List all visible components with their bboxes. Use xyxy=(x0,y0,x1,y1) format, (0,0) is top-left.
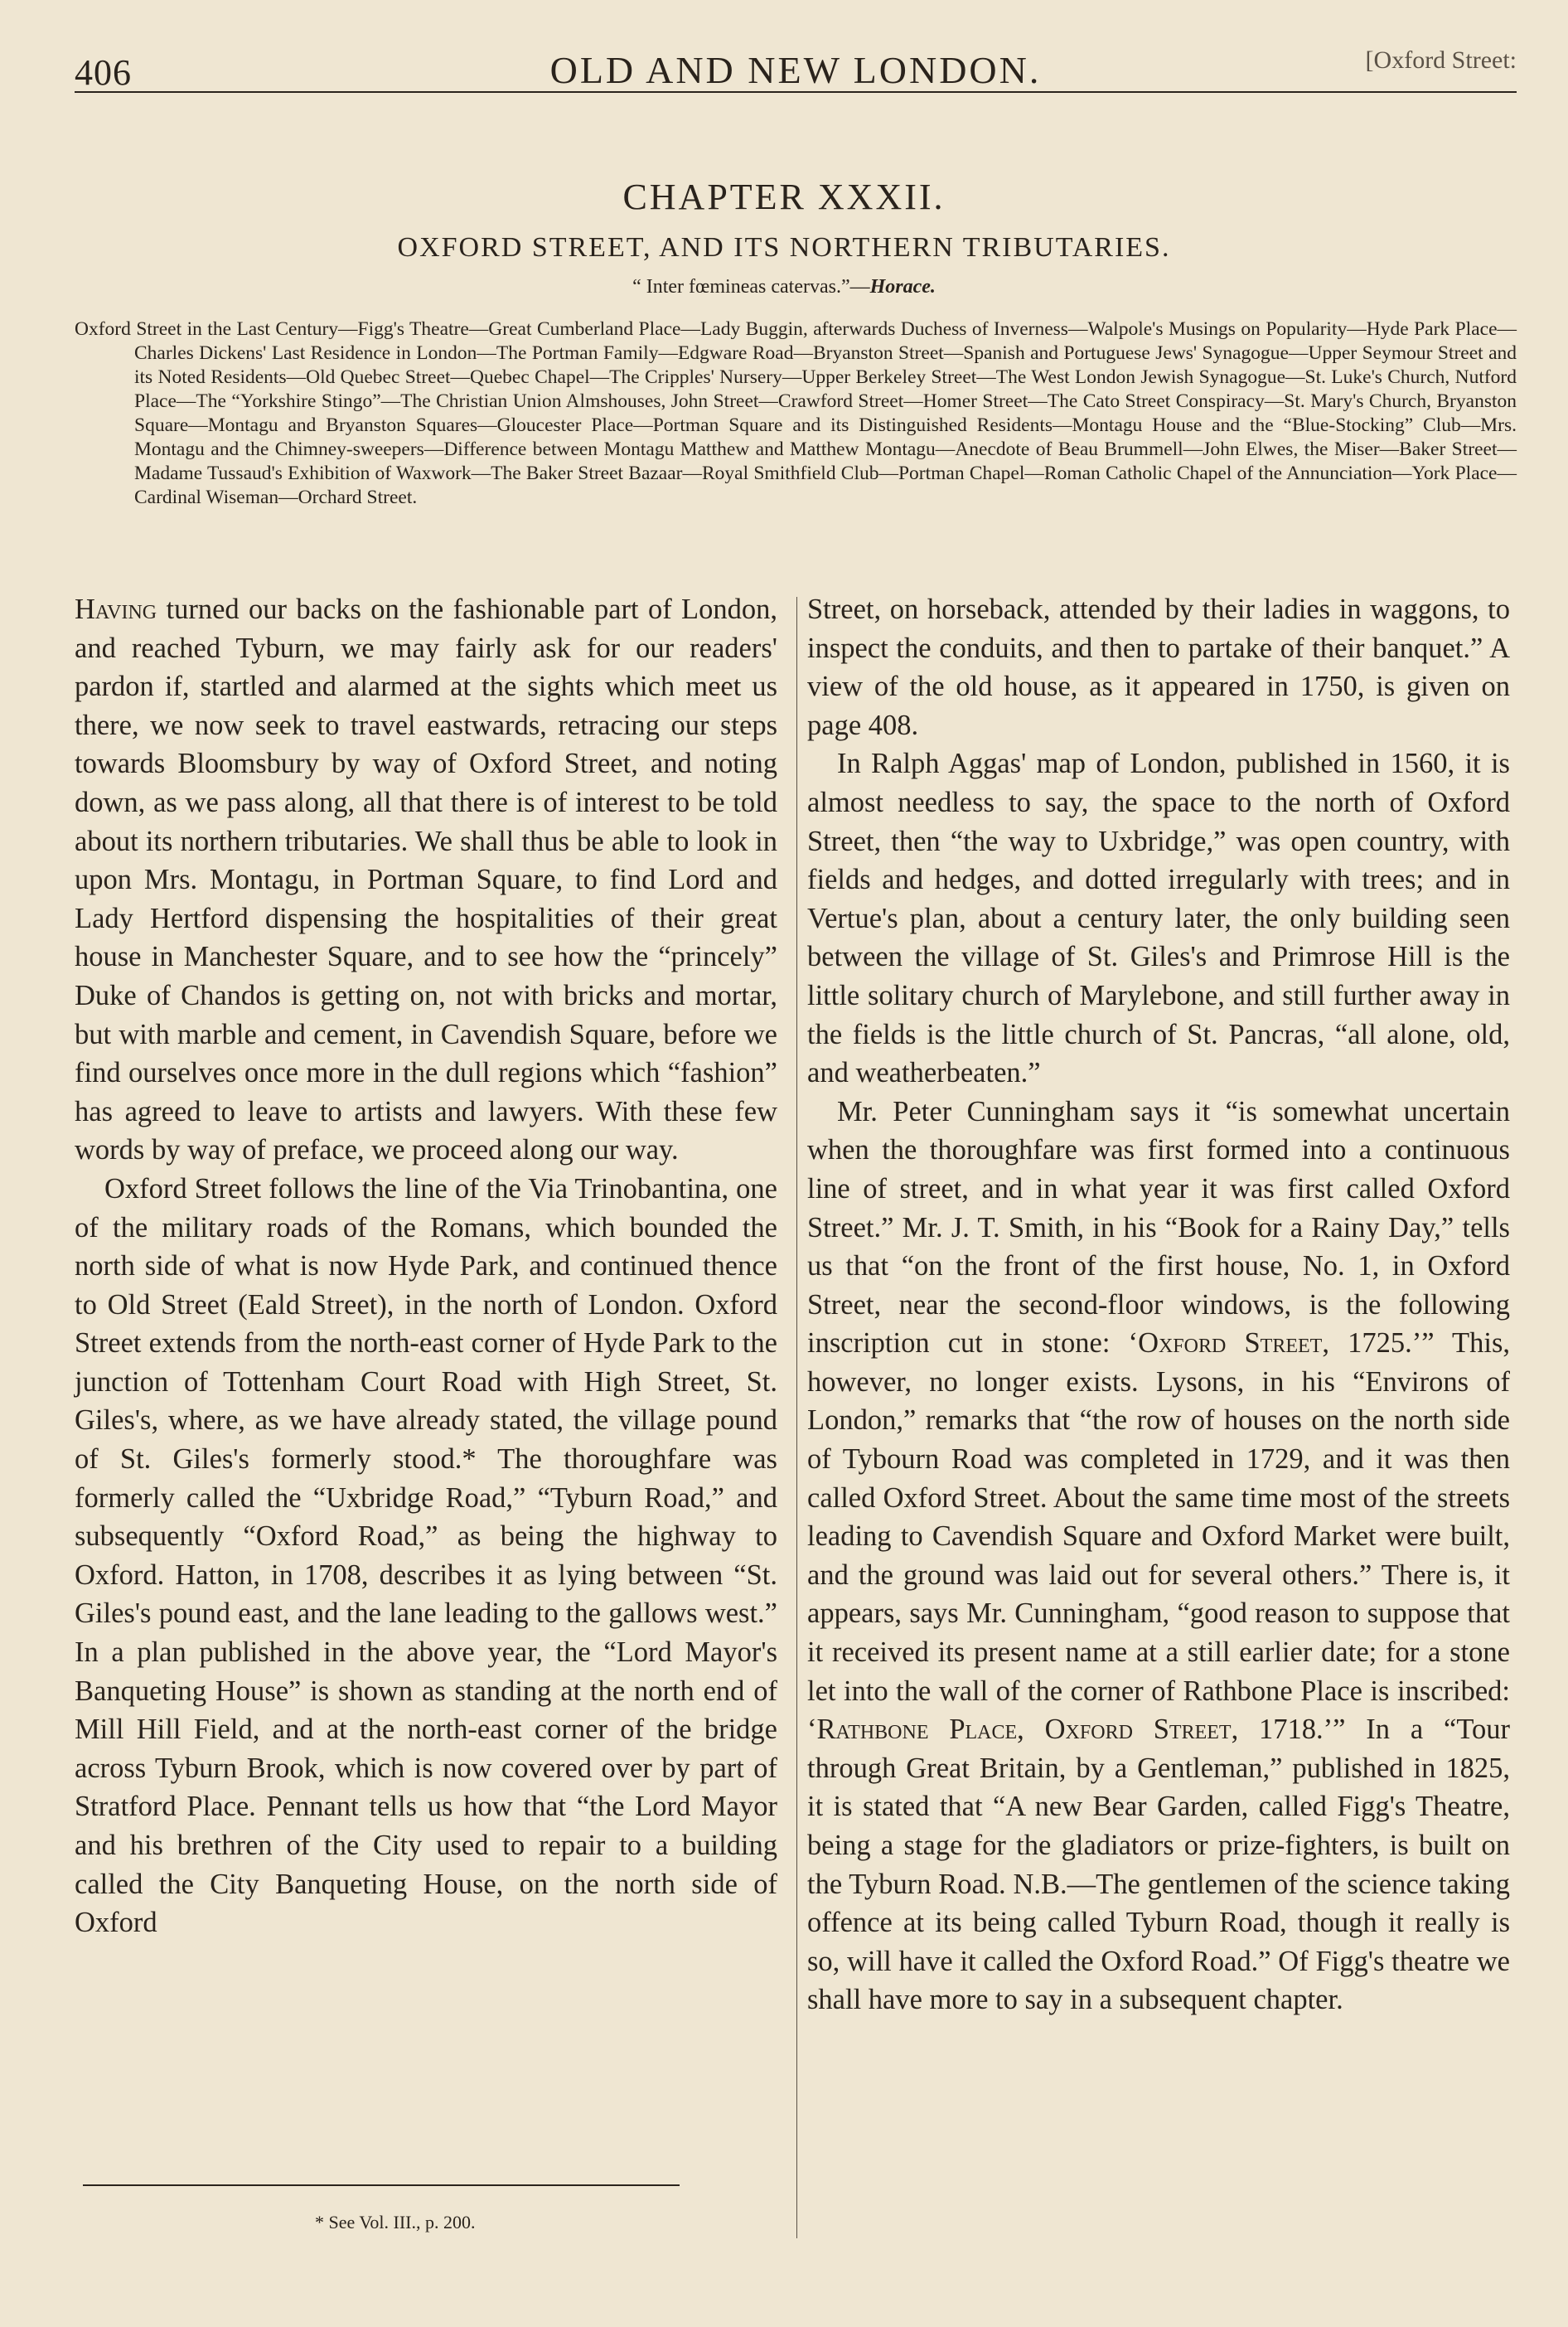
footnote-rule xyxy=(83,2184,680,2186)
paragraph-text: ’” In a “Tour through Great Britain, by a Gentleman,” published in 1825, it is stated that “A new Bear Garden, called Figg's Theatre, being a stage for the gladiators or prize-fighters, is built on the Tyburn Road. N.B.—The gentlemen of the science taking offence at its being called Tyburn Road, though it really is so, will have it called the Oxford Road.” Of Figg's theatre we shall have more to say in a subsequent chapter. xyxy=(807,1714,1510,2016)
epigraph-attribution: Horace. xyxy=(869,276,936,298)
page-header xyxy=(75,43,1517,93)
paragraph-text: turned our backs on the fashionable part of London, and reached Tyburn, we may fairly ask for our readers' pardon if, startled and alarmed at the sights which meet us there, we now seek to travel eastwards, retracing our steps towards Bloomsbury by way of Oxford Street, and noting down, as we pass along, all that there is of interest to be told about its northern tributaries. We shall thus be able to look in upon Mrs. Montagu, in Portman Square, to find Lord and Lady Hertford dispensing the hospitalities of their great house in Manchester Square, and to see how the “princely” Duke of Chandos is getting on, not with bricks and mortar, but with marble and cement, in Cavendish Square, before we find ourselves once more in the dull regions which “fashion” has agreed to leave to artists and lawyers. With these few words by way of preface, we proceed along our way. xyxy=(75,594,777,1166)
chapter-number: CHAPTER XXXII. xyxy=(622,177,946,217)
paragraph xyxy=(75,590,777,1170)
left-column xyxy=(75,590,777,1942)
paragraph-text: ’” This, however, no longer exists. Lysons, in his “Environs of London,” remarks that “the row of houses on the north side of Tybourn Road was completed in 1729, and it was then called Oxford Street. About the same time most of the streets leading to Cavendish Square and Oxford Market were built, and the ground was laid out for several others.” There is, it appears, says Mr. Cunningham, “good reason to suppose that it received its present name at a still earlier date; for a stone let into the wall of the corner of Rathbone Place is inscribed: ‘ xyxy=(807,1327,1511,1746)
epigraph-quote: “ Inter fœmineas catervas.”— xyxy=(632,276,870,298)
paragraph: In Ralph Aggas' map of London, published in 1560, it is almost needless to say, the space to the north of Oxford Street, then “the way to Uxbridge,” was open country, with fields and hedges, and dotted irregularly with trees; and in Vertue's plan, about a century later, the only building seen between the village of St. Giles's and Primrose Hill is the little solitary church of Marylebone, and still further away in the fields is the little church of St. Pancras, “all alone, old, and weatherbeaten.” xyxy=(807,748,1510,1089)
column-divider xyxy=(796,597,797,2238)
paragraph: Oxford Street follows the line of the Via Trinobantina, one of the military roads of the Romans, which bounded the north side of what is now Hyde Park, and continued thence to Old Street (Eald Street), in the north of London. Oxford Street extends from the north-east corner of Hyde Park to the junction of Tottenham Court Road with High Street, St. Giles's, where, as we have already stated, the village pound of St. Giles's formerly stood.* The thoroughfare was formerly called the “Uxbridge Road,” “Tyburn Road,” and subsequently “Oxford Road,” as being the highway to Oxford. Hatton, in 1708, describes it as lying between “St. Giles's pound east, and the lane leading to the gallows west.” In a plan published in the above year, the “Lord Mayor's Banqueting House” is shown as standing at the north end of Mill Hill Field, and at the north-east corner of the bridge across Tyburn Brook, which is now covered over by part of Stratford Place. Pennant tells us how that “the Lord Mayor and his brethren of the City used to repair to a building called the City Banqueting House, on the north side of Oxford xyxy=(75,1172,777,1939)
inscription: Rathbone Place, Oxford Street, 1718. xyxy=(816,1714,1324,1746)
chapter-synopsis: Oxford Street in the Last Century—Figg's Theatre—Great Cumberland Place—Lady Buggin, afterwards Duchess of Inverness—Walpole's Musings on Popularity—Hyde Park Place—Charles Dickens' Last Residence in London—The Portman Family—Edgware Road—Bryanston Street—Spanish and Portuguese Jews' Synagogue—Upper Seymour Street and its Noted Residents—Old Quebec Street—Quebec Chapel—The Cripples' Nursery—Upper Berkeley Street—The West London Jewish Synagogue—St. Luke's Church, Nutford Place—The “Yorkshire Stingo”—The Christian Union Almshouses, John Street—Crawford Street—Homer Street—The Cato Street Conspiracy—St. Mary's Church, Bryanston Square—Montagu and Bryanston Squares—Gloucester Place—Portman Square and its Distinguished Residents—Montagu House and the “Blue-Stocking” Club—Mrs. Montagu and the Chimney-sweepers—Difference between Montagu Matthew and Matthew Montagu—Anecdote of Beau Brummell—John Elwes, the Miser—Baker Street—Madame Tussaud's Exhibition of Waxwork—The Baker Street Bazaar—Royal Smithfield Club—Portman Chapel—Roman Catholic Chapel of the Annunciation—York Place—Cardinal Wiseman—Orchard Street. xyxy=(75,318,1517,508)
header-rule xyxy=(75,91,1517,93)
page-number: 406 xyxy=(75,52,132,93)
paragraph xyxy=(807,1093,1510,2019)
right-column xyxy=(807,590,1510,2019)
paragraph-text: Mr. Peter Cunningham says it “is somewhat uncertain when the thoroughfare was first formed into a continuous line of street, and in what year it was first called Oxford Street.” Mr. J. T. Smith, in his “Book for a Rainy Day,” tells us that “on the front of the first house, No. 1, in Oxford Street, near the second-floor windows, is the following inscription cut in stone: ‘ xyxy=(807,1095,1510,1360)
paragraph: Street, on horseback, attended by their ladies in waggons, to inspect the conduits, and then to partake of their banquet.” A view of the old house, as it appeared in 1750, is given on page 408. xyxy=(807,594,1510,741)
epigraph xyxy=(0,276,1568,298)
running-title: OLD AND NEW LONDON. xyxy=(549,49,1042,91)
chapter-title: OXFORD STREET, AND ITS NORTHERN TRIBUTARIES. xyxy=(397,232,1171,263)
section-reference: [Oxford Street: xyxy=(1365,46,1517,74)
footnote: * See Vol. III., p. 200. xyxy=(315,2212,476,2232)
inscription: Oxford Street, 1725. xyxy=(1138,1327,1412,1360)
drop-word: Having xyxy=(75,594,157,625)
